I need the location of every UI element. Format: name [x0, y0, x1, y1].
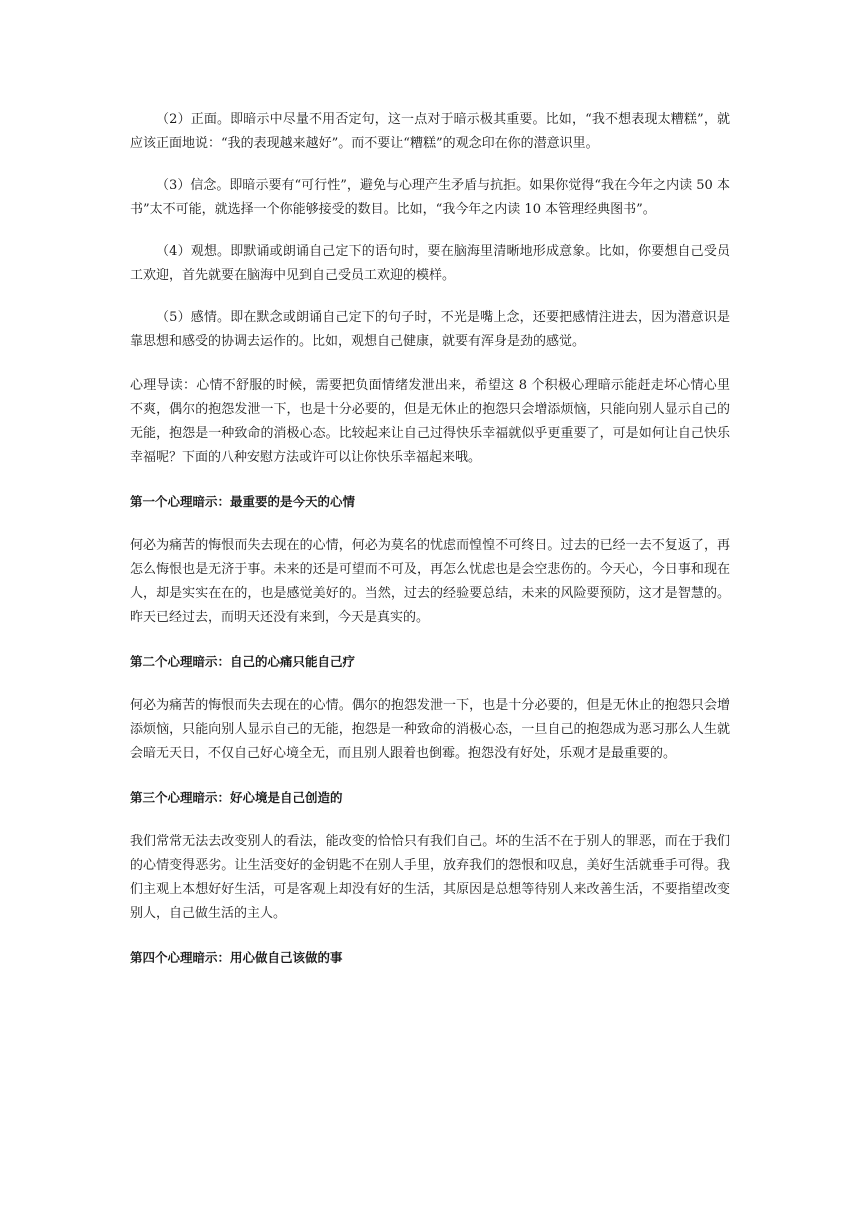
section-heading-2: 第二个心理暗示：自己的心痛只能自己疗 [130, 654, 356, 669]
section-body-3: 我们常常无法去改变别人的看法，能改变的恰恰只有我们自己。坏的生活不在于别人的罪恶，而在于我们的心情变得恶劣。让生活变好的金钥匙不在别人手里，放弃我们的怨恨和叹息，美好生活就垂手可得。我们主观上本想好好生活，可是客观上却没有好的生活，其原因是总想等待别人来改善生活，不要指望改变别人，自己做生活的主人。 [130, 834, 730, 921]
paragraph-positive: （2）正面。即暗示中尽量不用否定句，这一点对于暗示极其重要。比如，“我不想表现太糟糕”，就应该正面地说：“我的表现越来越好”。而不要让“糟糕”的观念印在你的潜意识里。 [130, 112, 730, 151]
section-body-2: 何必为痛苦的悔恨而失去现在的心情。偶尔的抱怨发泄一下，也是十分必要的，但是无休止的抱怨只会增添烦恼，只能向别人显示自己的无能，抱怨是一种致命的消极心态，一旦自己的抱怨成为恶习那么人生就会暗无天日，不仅自己好心境全无，而且别人跟着也倒霉。抱怨没有好处，乐观才是最重要的。 [130, 698, 730, 761]
paragraph-belief: （3）信念。即暗示要有“可行性”，避免与心理产生矛盾与抗拒。如果你觉得“我在今年之内读 50 本书”太不可能，就选择一个你能够接受的数目。比如，“我今年之内读 10 本管理经典图书”。 [130, 178, 730, 217]
section-body-1: 何必为痛苦的悔恨而失去现在的心情，何必为莫名的忧虑而惶惶不可终日。过去的已经一去不复返了，再怎么悔恨也是无济于事。未来的还是可望而不可及，再怎么忧虑也是会空悲伤的。今天心，今日事和现在人，却是实实在在的，也是感觉美好的。当然，过去的经验要总结，未来的风险要预防，这才是智慧的。昨天已经过去，而明天还没有来到，今天是真实的。 [130, 538, 730, 625]
document-body [130, 108, 730, 970]
paragraph-emotion: （5）感情。即在默念或朗诵自己定下的句子时，不光是嘴上念，还要把感情注进去，因为潜意识是靠思想和感受的协调去运作的。比如，观想自己健康，就要有浑身是劲的感觉。 [130, 310, 730, 349]
section-heading-4: 第四个心理暗示：用心做自己该做的事 [130, 950, 343, 965]
paragraph-visualize: （4）观想。即默诵或朗诵自己定下的语句时，要在脑海里清晰地形成意象。比如，你要想自己受员工欢迎，首先就要在脑海中见到自己受员工欢迎的模样。 [130, 244, 730, 283]
paragraph-guide: 心理导读：心情不舒服的时候，需要把负面情绪发泄出来，希望这 8 个积极心理暗示能赶走坏心情心里不爽，偶尔的抱怨发泄一下，也是十分必要的，但是无休止的抱怨只会增添烦恼，只能向别人显示自己的无能，抱怨是一种致命的消极心态。比较起来让自己过得快乐幸福就似乎更重要了，可是如何让自己快乐幸福呢？下面的八种安慰方法或许可以让你快乐幸福起来哦。 [130, 378, 730, 465]
section-heading-1: 第一个心理暗示：最重要的是今天的心情 [130, 494, 356, 509]
section-heading-3: 第三个心理暗示：好心境是自己创造的 [130, 790, 343, 805]
